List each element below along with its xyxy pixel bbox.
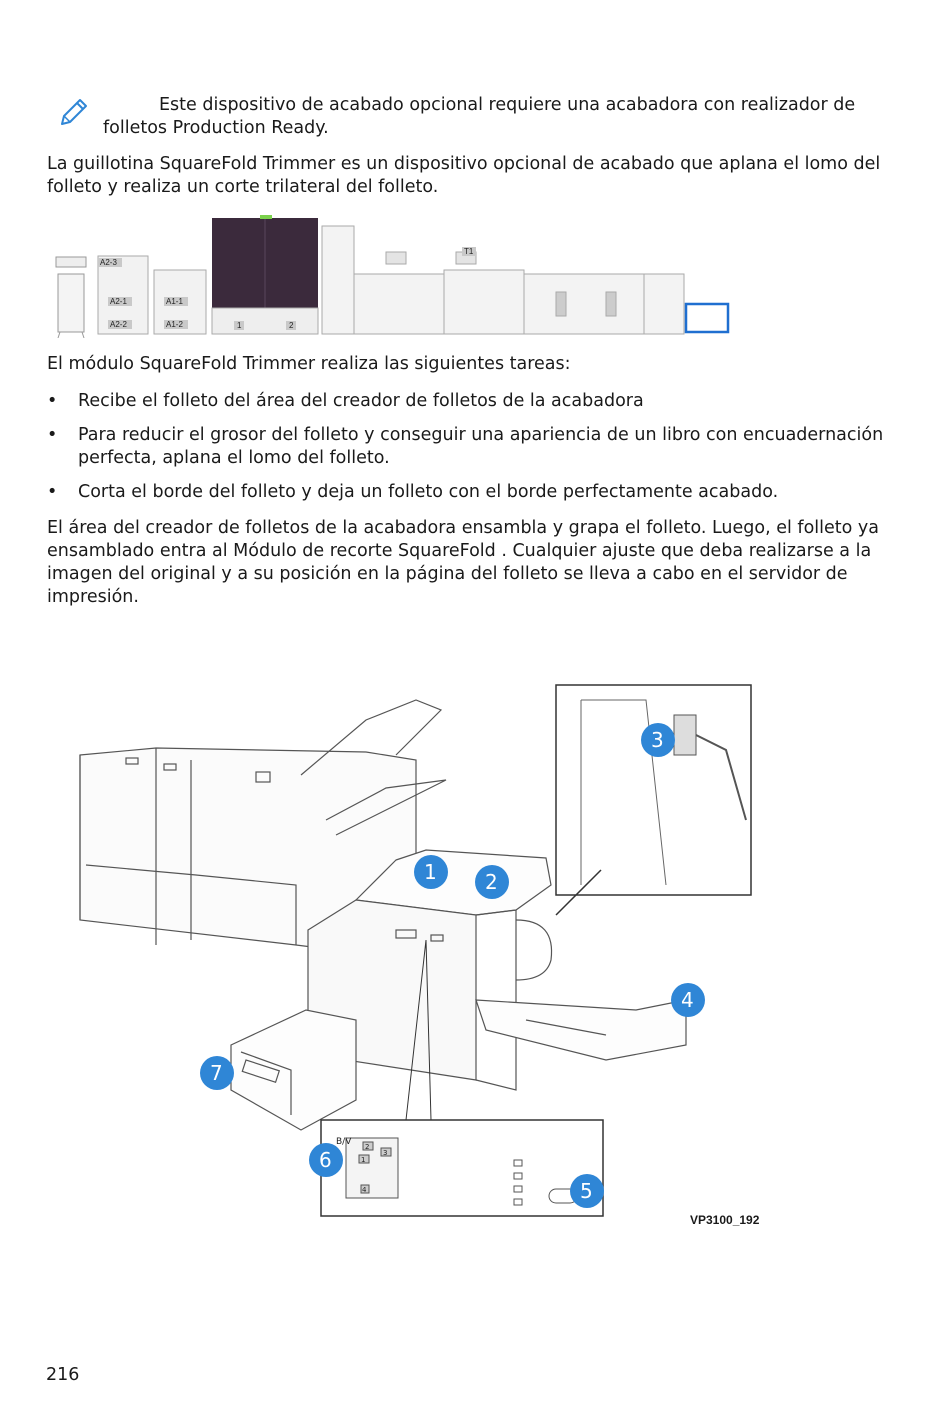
callout-7 [200, 1056, 234, 1090]
callout-label: 5 [580, 1179, 593, 1203]
callout-3 [641, 723, 675, 757]
feeder-stand [56, 257, 86, 338]
print-engine [212, 215, 318, 334]
page-number: 216 [46, 1365, 80, 1385]
squarefold-components-figure [46, 660, 762, 1230]
squarefold-highlight [686, 304, 728, 332]
label-2: 2 [289, 321, 294, 330]
list-item [47, 424, 897, 470]
callout-6 [309, 1143, 343, 1177]
callout-label: 1 [424, 860, 437, 884]
panel-label-3: 3 [383, 1149, 388, 1157]
callout-1 [414, 855, 448, 889]
panel-label-4: 4 [362, 1186, 367, 1194]
callout-label: 6 [319, 1148, 332, 1172]
panel-label-2: 2 [365, 1143, 370, 1151]
assembly-paragraph: El área del creador de folletos de la acabadora ensambla y grapa el folleto. Luego, el folleto ya ensamblado entra al Módulo de recorte SquareFold . Cualquier ajuste que deba realizarse a la imagen del original y a su posición en la página del folleto se lleva a cabo en el servidor de impresión. [47, 518, 879, 607]
detail-inset-connector [556, 685, 751, 915]
bullet: • [47, 425, 58, 445]
callout-label: 7 [210, 1061, 223, 1085]
pencil-icon [58, 96, 90, 128]
output-tray [476, 1000, 686, 1060]
callout-label: 3 [651, 728, 664, 752]
label-a2-3: A2-3 [100, 258, 117, 267]
label-1: 1 [237, 321, 242, 330]
panel-label-1: 1 [361, 1156, 366, 1164]
label-a2-2: A2-2 [110, 320, 127, 329]
task-text: Para reducir el grosor del folleto y conseguir una apariencia de un libro con encuadernación perfecta, aplana el lomo del folleto. [78, 425, 884, 468]
callout-label: 4 [681, 988, 694, 1012]
task-text: Corta el borde del folleto y deja un folleto con el borde perfectamente acabado. [78, 482, 779, 502]
list-item [47, 390, 897, 413]
task-text: Recibe el folleto del área del creador de folletos de la acabadora [78, 391, 644, 411]
label-a1-2: A1-2 [166, 320, 183, 329]
note-line-1: Este dispositivo de acabado opcional requiere una acabadora con realizador de [159, 95, 856, 115]
finisher-modules [322, 226, 684, 334]
list-item [47, 481, 897, 504]
note-text [103, 94, 903, 140]
callout-5 [570, 1174, 604, 1208]
bullet: • [47, 391, 58, 411]
intro-paragraph: La guillotina SquareFold Trimmer es un dispositivo opcional de acabado que aplana el lomo del folleto y realiza un corte trilateral del folleto. [47, 154, 881, 197]
bullet: • [47, 482, 58, 502]
scrap-bin [231, 1010, 356, 1130]
callout-2 [475, 865, 509, 899]
callout-4 [671, 983, 705, 1017]
system-configuration-figure [46, 212, 736, 338]
note-line-2: folletos Production Ready. [103, 118, 329, 138]
label-t1: T1 [464, 247, 474, 256]
label-a2-1: A2-1 [110, 297, 127, 306]
figure-caption: VP3100_192 [690, 1213, 760, 1227]
panel-label-bw: B/V [336, 1137, 352, 1147]
tasks-intro: El módulo SquareFold Trimmer realiza las siguientes tareas: [47, 354, 571, 374]
callout-label: 2 [485, 870, 498, 894]
label-a1-1: A1-1 [166, 297, 183, 306]
